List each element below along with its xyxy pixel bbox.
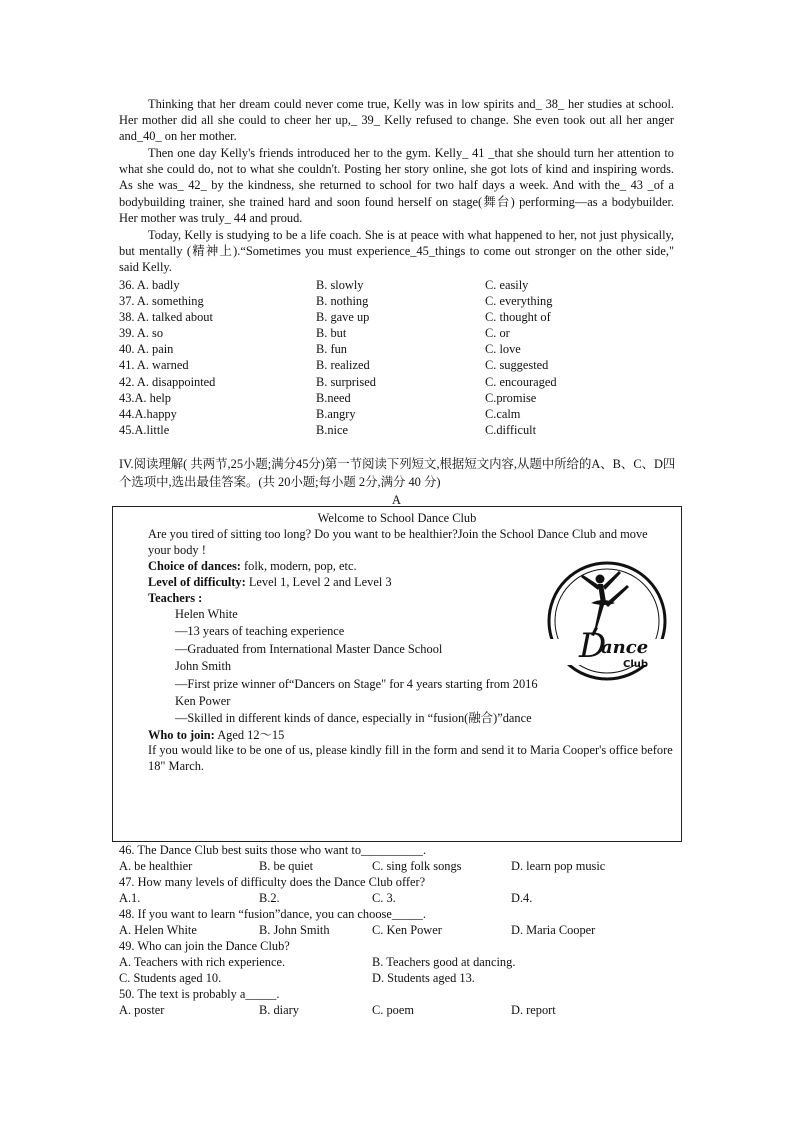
question-50: 50. The text is probably a_____.	[119, 987, 280, 1001]
option-b: B. diary	[259, 1003, 299, 1017]
question-49: 49. Who can join the Dance Club?	[119, 939, 290, 953]
cloze-options	[119, 277, 679, 438]
option-row	[119, 390, 679, 406]
option-b: B. John Smith	[259, 923, 330, 937]
question-options	[119, 922, 679, 938]
contact-value: If you would like to be one of us, please kindly fill in the form and send it to Maria Cooper's office before 18" March.	[148, 743, 673, 773]
option-row	[119, 341, 679, 357]
option-c: C. sing folk songs	[372, 859, 462, 873]
question-stem	[119, 986, 679, 1002]
option-c: C.promise	[485, 390, 537, 405]
teacher-1-detail-a: —13 years of teaching experience	[175, 624, 345, 638]
join-value: Aged 12～15	[214, 728, 285, 742]
level-label: Level of difficulty:	[148, 575, 246, 589]
option-c: C. everything	[485, 294, 553, 309]
option-c: C. 3.	[372, 891, 396, 905]
option-d: D. Students aged 13.	[372, 971, 475, 985]
option-c: C.calm	[485, 406, 521, 421]
option-a: A. Teachers with rich experience.	[119, 955, 286, 969]
option-c: C. poem	[372, 1003, 414, 1017]
option-a: 36. A. badly	[119, 278, 180, 292]
option-d: D. Maria Cooper	[511, 923, 596, 937]
option-b: B. fun	[316, 342, 347, 357]
option-c: C. suggested	[485, 358, 549, 373]
option-a: 43.A. help	[119, 390, 171, 405]
option-d: D. learn pop music	[511, 859, 606, 873]
option-row	[119, 309, 679, 325]
option-row	[119, 357, 679, 373]
option-row	[119, 374, 679, 390]
logo-d-letter: D	[579, 626, 607, 666]
option-a: 37. A. something	[119, 294, 204, 309]
option-a: 38. A. talked about	[119, 310, 213, 325]
option-a: 42. A. disappointed	[119, 374, 216, 389]
option-a: 41. A. warned	[119, 358, 189, 373]
option-b: B.nice	[316, 422, 348, 437]
option-c: C. easily	[485, 278, 529, 292]
option-c: C. love	[485, 342, 521, 357]
teacher-2-detail: —First prize winner of“Dancers on Stage" for 4 years starting from 2016	[175, 677, 538, 691]
logo-club: Club	[623, 659, 649, 670]
teacher-2-name: John Smith	[175, 659, 232, 673]
question-options	[119, 890, 679, 906]
question-stem	[119, 874, 679, 890]
option-a: 44.A.happy	[119, 406, 177, 421]
passage-label: A	[392, 493, 401, 507]
dance-club-logo	[543, 557, 671, 685]
teachers-label: Teachers :	[148, 591, 203, 605]
option-a: A.1.	[119, 891, 141, 905]
question-stem	[119, 906, 679, 922]
question-options	[119, 954, 679, 970]
passage-paragraph-2: Then one day Kelly's friends introduced her to the gym. Kelly_ 41 _that she should turn her attention to what she could do, not to what she couldn't. Posting her story online, she got lots of kind and inspiring words. As she was_ 42_ by the kindness, she returned to school for two half days a week. And with the_ 43 _of a bodybuilding trainer, she trained hard and soon found herself on stage(舞台) performing—as a bodybuilder. Her mother was truly_ 44 and proud.	[119, 146, 674, 225]
contact-text	[148, 742, 673, 774]
notice-intro-line-1	[148, 526, 673, 558]
section-heading: IV.阅读理解( 共两节,25小题;满分45分)第一节阅读下列短文,根据短文内容,从题中所给的A、B、C、D四个选项中,选出最佳答案。(共 20小题;每小题 2分,满分 40 分)	[119, 457, 676, 489]
notice-intro: Are you tired of sitting too long? Do you want to be healthier?Join the School Dance Club and move your body !	[148, 527, 648, 557]
teacher-1-detail-b: —Graduated from International Master Dance School	[175, 642, 443, 656]
level-value: Level 1, Level 2 and Level 3	[245, 575, 392, 589]
join-label: Who to join:	[148, 728, 215, 742]
option-a: 40. A. pain	[119, 342, 174, 357]
question-stem	[119, 842, 679, 858]
teacher-3-name: Ken Power	[175, 694, 231, 708]
option-row	[119, 422, 679, 438]
option-d: D. report	[511, 1003, 556, 1017]
option-c: C. or	[485, 326, 510, 341]
option-b: B.need	[316, 390, 351, 405]
option-b: B. slowly	[316, 278, 364, 292]
choice-value: folk, modern, pop, etc.	[240, 559, 357, 573]
option-c: C. thought of	[485, 310, 551, 325]
option-row	[119, 277, 679, 293]
passage-paragraph-1: Thinking that her dream could never come true, Kelly was in low spirits and_ 38_ her studies at school. Her mother did all she could to cheer her up,_ 39_ Kelly refused to change. She even took out all her anger and_40_ on her mother.	[119, 97, 674, 144]
join-line	[148, 727, 284, 743]
option-row	[119, 325, 679, 341]
question-48: 48. If you want to learn “fusion”dance, you can choose_____.	[119, 907, 426, 921]
option-b: B.2.	[259, 891, 280, 905]
option-row	[119, 406, 679, 422]
option-b: B. but	[316, 326, 347, 341]
option-d: D.4.	[511, 891, 533, 905]
logo-word: ance	[601, 637, 649, 658]
option-a: 45.A.little	[119, 422, 170, 437]
option-c: C. Ken Power	[372, 923, 442, 937]
choice-label: Choice of dances:	[148, 559, 241, 573]
option-a: A. be healthier	[119, 859, 193, 873]
option-a: A. poster	[119, 1003, 165, 1017]
option-b: B. nothing	[316, 294, 369, 309]
dance-club-notice	[112, 506, 682, 842]
option-b: B. gave up	[316, 310, 370, 325]
option-a: A. Helen White	[119, 923, 197, 937]
question-options	[119, 858, 679, 874]
option-b: B. be quiet	[259, 859, 314, 873]
notice-title: Welcome to School Dance Club	[317, 511, 477, 525]
level-line	[148, 574, 392, 590]
question-stem	[119, 938, 679, 954]
option-row	[119, 293, 679, 309]
question-options	[119, 970, 679, 986]
teacher-1-name: Helen White	[175, 607, 238, 621]
option-b: B. surprised	[316, 374, 376, 389]
question-47: 47. How many levels of difficulty does the Dance Club offer?	[119, 875, 426, 889]
option-a: 39. A. so	[119, 326, 164, 341]
teacher-3-detail: —Skilled in different kinds of dance, especially in “fusion(融合)”dance	[175, 711, 532, 725]
option-b: B. realized	[316, 358, 370, 373]
option-b: B.angry	[316, 406, 356, 421]
questions	[119, 842, 679, 1018]
option-c: C.difficult	[485, 422, 537, 437]
passage-paragraph-3: Today, Kelly is studying to be a life coach. She is at peace with what happened to her, not just physically, but mentally (精神上).“Sometimes you must experience_45_things to come out stronger on the other side," said Kelly.	[119, 228, 674, 275]
option-c: C. Students aged 10.	[119, 971, 222, 985]
question-options	[119, 1002, 679, 1018]
option-c: C. encouraged	[485, 374, 557, 389]
choice-line	[148, 558, 357, 574]
question-46: 46. The Dance Club best suits those who want to__________.	[119, 843, 427, 857]
option-b: B. Teachers good at dancing.	[372, 955, 516, 969]
